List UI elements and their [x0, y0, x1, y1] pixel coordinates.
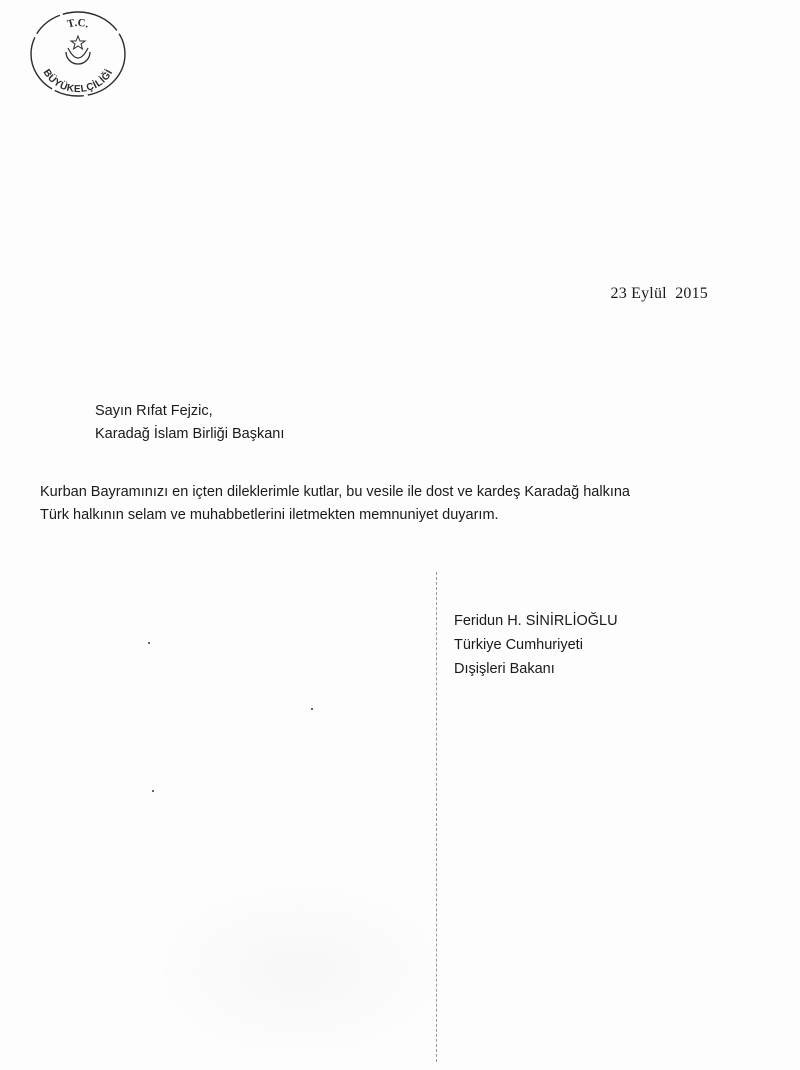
- signatory-title: Dışişleri Bakanı: [454, 661, 555, 677]
- addressee-title: Karadağ İslam Birliği Başkanı: [95, 426, 285, 442]
- scan-speck: [311, 708, 313, 710]
- letter-body: [40, 481, 760, 527]
- signatory-country: Türkiye Cumhuriyeti: [454, 637, 583, 653]
- svg-text:T.C.: T.C.: [66, 16, 91, 31]
- svg-text:BÜYÜKELÇİLİĞİ: BÜYÜKELÇİLİĞİ: [40, 67, 116, 96]
- body-line-2: Türk halkının selam ve muhabbetlerini iletmekten memnuniyet duyarım.: [40, 507, 499, 523]
- scan-shadow: [150, 880, 450, 1060]
- letter-date: 23 Eylül 2015: [610, 285, 708, 302]
- signatory-name: Feridun H. SİNİRLİOĞLU: [454, 613, 618, 629]
- body-line-1: Kurban Bayramınızı en içten dileklerimle kutlar, bu vesile ile dost ve kardeş Karadağ halkına: [40, 484, 630, 500]
- addressee-name: Sayın Rıfat Fejzic,: [95, 403, 213, 419]
- signature-block: [454, 609, 618, 681]
- seal-graphic: [28, 8, 128, 100]
- embassy-seal-stamp: [28, 8, 128, 100]
- scan-speck: [152, 790, 154, 792]
- addressee-block: [95, 400, 284, 446]
- scan-speck: [148, 642, 150, 644]
